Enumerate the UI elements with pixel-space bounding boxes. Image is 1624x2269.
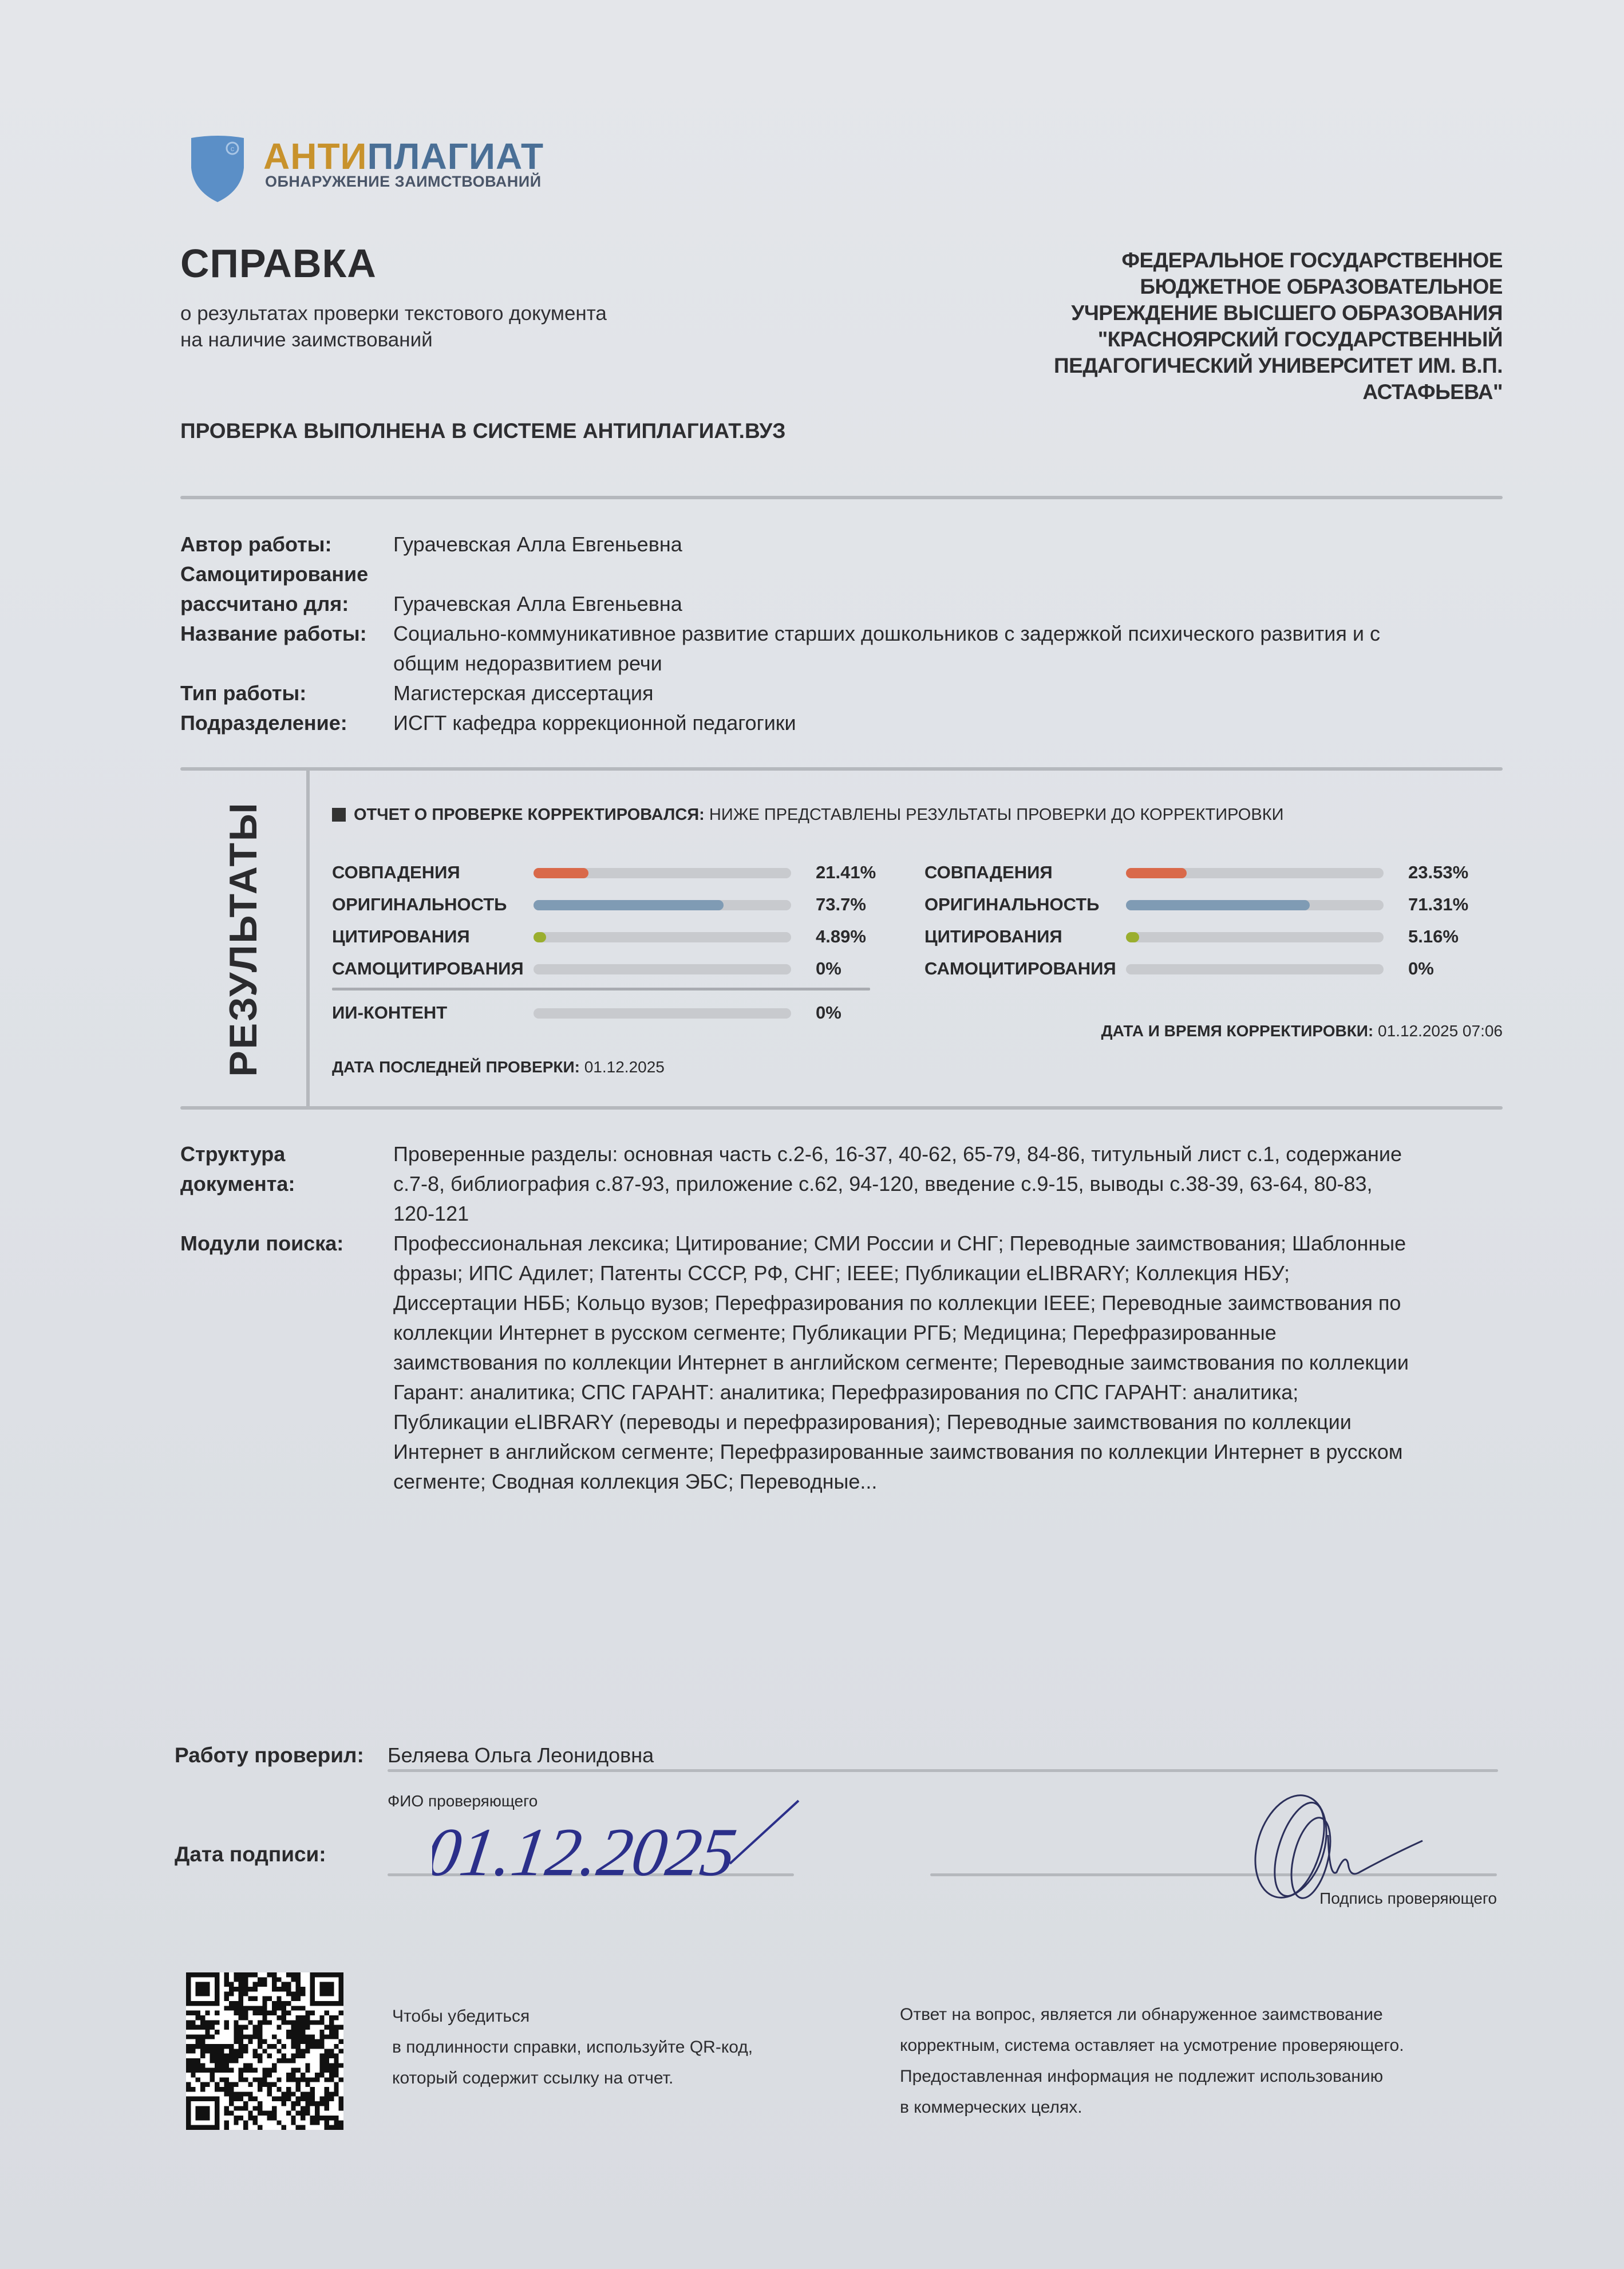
subtitle-line: о результатах проверки текстового документа bbox=[180, 302, 607, 325]
disclaimer-line: корректным, система оставляет на усмотрение проверяющего. bbox=[900, 2036, 1404, 2055]
modules-line: Диссертации НББ; Кольцо вузов; Перефразирования по коллекции IEEE; Переводные заимствования по bbox=[393, 1291, 1401, 1315]
metric-fill bbox=[534, 900, 724, 910]
title-label: Название работы: bbox=[180, 622, 367, 645]
results-section bbox=[180, 770, 1503, 1108]
metric-value: 21.41% bbox=[816, 862, 876, 882]
metric-track bbox=[1126, 868, 1384, 878]
self-citation-label: Самоцитирование bbox=[180, 562, 369, 586]
document-structure bbox=[180, 1139, 1503, 1497]
metric-value: 0% bbox=[816, 1003, 841, 1023]
metric-fill bbox=[534, 932, 546, 942]
document-info bbox=[180, 530, 1503, 738]
modules-line: Профессиональная лексика; Цитирование; СМИ России и СНГ; Переводные заимствования; Шаблонные bbox=[393, 1232, 1406, 1255]
handwritten-date bbox=[432, 1795, 810, 1887]
info-row-department bbox=[180, 708, 1503, 738]
modules-line: Публикации eLIBRARY (переводы и перефразирования); Переводные заимствования по коллекции bbox=[393, 1410, 1352, 1434]
modules-value bbox=[393, 1229, 1503, 1497]
title-line: общим недоразвитием речи bbox=[393, 652, 662, 675]
info-row-author bbox=[180, 530, 1503, 559]
logo-subtitle: ОБНАРУЖЕНИЕ ЗАИМСТВОВАНИЙ bbox=[265, 173, 542, 190]
metric-label: ОРИГИНАЛЬНОСТЬ bbox=[924, 894, 1100, 914]
info-row-title bbox=[180, 619, 1503, 678]
square-bullet-icon bbox=[332, 808, 346, 822]
qr-line: в подлинности справки, используйте QR-код, bbox=[392, 2038, 753, 2057]
metric-row bbox=[924, 859, 1474, 889]
fio-caption: ФИО проверяющего bbox=[388, 1792, 538, 1810]
modules-line: Гарант: аналитика; СПС ГАРАНТ: аналитика; Перефразирования по СПС ГАРАНТ: аналитика; bbox=[393, 1380, 1299, 1404]
department-label: Подразделение: bbox=[180, 711, 347, 735]
results-side-label bbox=[180, 770, 306, 1108]
metric-value: 73.7% bbox=[816, 894, 866, 914]
metric-value: 5.16% bbox=[1408, 926, 1459, 946]
type-label: Тип работы: bbox=[180, 681, 307, 705]
metric-row bbox=[924, 891, 1474, 921]
divider bbox=[180, 496, 1503, 499]
info-row-self-citation bbox=[180, 559, 1503, 589]
title-line: Социально-коммуникативное развитие старших дошкольников с задержкой психического развития и с bbox=[393, 622, 1380, 645]
notice-text: НИЖЕ ПРЕДСТАВЛЕНЫ РЕЗУЛЬТАТЫ ПРОВЕРКИ ДО КОРРЕКТИРОВКИ bbox=[709, 806, 1284, 824]
logo-title-part1: АНТИ bbox=[263, 136, 368, 177]
signature-image bbox=[1242, 1792, 1483, 1901]
logo-shield-icon bbox=[189, 135, 246, 203]
metric-row bbox=[924, 955, 1474, 985]
structure-line: с.7-8, библиография с.87-93, приложение с.62, 94-120, введение с.9-15, выводы с.38-39, 63-64, 80-83, bbox=[393, 1172, 1373, 1195]
correction-date-label: ДАТА И ВРЕМЯ КОРРЕКТИРОВКИ: bbox=[1101, 1022, 1374, 1040]
info-row-type bbox=[180, 678, 1503, 708]
disclaimer-line: Предоставленная информация не подлежит использованию bbox=[900, 2067, 1384, 2086]
logo-title-part2: ПЛАГИАТ bbox=[367, 136, 544, 177]
author-label: Автор работы: bbox=[180, 532, 332, 556]
info-row-self-citation-for bbox=[180, 589, 1503, 619]
subtitle-line: на наличие заимствований bbox=[180, 329, 433, 351]
metric-ai-content bbox=[332, 999, 882, 1029]
results-bottom-border bbox=[180, 1106, 1503, 1110]
qr-line: который содержит ссылку на отчет. bbox=[392, 2069, 674, 2088]
handwritten-date-text: 01.12.2025 bbox=[432, 1814, 741, 1887]
org-line: УЧРЕЖДЕНИЕ ВЫСШЕГО ОБРАЗОВАНИЯ bbox=[1071, 301, 1503, 325]
svg-text:c: c bbox=[230, 144, 235, 153]
correction-date-value: 01.12.2025 07:06 bbox=[1378, 1022, 1503, 1040]
checked-by-value: Беляева Ольга Леонидовна bbox=[388, 1743, 654, 1767]
department-value: ИСГТ кафедра коррекционной педагогики bbox=[393, 711, 796, 735]
modules-line: Интернет в английском сегменте; Перефразированные заимствования по коллекции Интернет в русском bbox=[393, 1440, 1403, 1463]
metric-track bbox=[1126, 900, 1384, 910]
metric-label: ОРИГИНАЛЬНОСТЬ bbox=[332, 894, 507, 914]
metric-fill bbox=[1126, 868, 1187, 878]
last-check-date bbox=[332, 1058, 665, 1076]
correction-notice bbox=[332, 806, 1283, 824]
logo-title bbox=[263, 136, 544, 176]
qr-instructions bbox=[392, 2001, 753, 2094]
metric-row bbox=[332, 891, 882, 921]
page-title: СПРАВКА bbox=[180, 241, 377, 286]
metric-value: 0% bbox=[816, 958, 841, 978]
results-divider bbox=[306, 770, 310, 1108]
metric-label: САМОЦИТИРОВАНИЯ bbox=[332, 958, 524, 978]
metric-row bbox=[332, 955, 882, 985]
modules-row bbox=[180, 1229, 1503, 1497]
notice-bold: ОТЧЕТ О ПРОВЕРКЕ КОРРЕКТИРОВАЛСЯ: bbox=[354, 806, 705, 824]
last-check-label: ДАТА ПОСЛЕДНЕЙ ПРОВЕРКИ: bbox=[332, 1058, 580, 1076]
structure-value bbox=[393, 1139, 1503, 1229]
metric-row bbox=[332, 923, 882, 953]
disclaimer-line: Ответ на вопрос, является ли обнаруженное заимствование bbox=[900, 2005, 1383, 2024]
qr-line: Чтобы убедиться bbox=[392, 2007, 530, 2026]
metric-label: ЦИТИРОВАНИЯ bbox=[332, 926, 470, 946]
modules-line: фразы; ИПС Адилет; Патенты СССР, РФ, СНГ; IEEE; Публикации eLIBRARY; Коллекция НБУ; bbox=[393, 1261, 1290, 1285]
page-subtitle bbox=[180, 301, 607, 353]
metric-track bbox=[534, 932, 791, 942]
correction-date bbox=[1101, 1022, 1503, 1040]
structure-row bbox=[180, 1139, 1503, 1229]
modules-line: коллекции Интернет в русском сегменте; Публикации РГБ; Медицина; Перефразированные bbox=[393, 1321, 1277, 1344]
sign-date-label: Дата подписи: bbox=[175, 1842, 326, 1866]
structure-label-1: Структура bbox=[180, 1142, 286, 1166]
results-title: РЕЗУЛЬТАТЫ bbox=[222, 801, 265, 1077]
title-value bbox=[393, 619, 1503, 678]
metric-value: 0% bbox=[1408, 958, 1434, 978]
metric-track bbox=[534, 1008, 791, 1019]
structure-line: Проверенные разделы: основная часть с.2-6, 16-37, 40-62, 65-79, 84-86, титульный лист с.1, содержание bbox=[393, 1142, 1402, 1166]
org-line: ФЕДЕРАЛЬНОЕ ГОСУДАРСТВЕННОЕ bbox=[1121, 248, 1503, 272]
metric-fill bbox=[1126, 932, 1139, 942]
modules-line: заимствования по коллекции Интернет в английском сегменте; Переводные заимствования по коллекции bbox=[393, 1351, 1409, 1374]
structure-line: 120-121 bbox=[393, 1202, 469, 1225]
org-line: "КРАСНОЯРСКИЙ ГОСУДАРСТВЕННЫЙ bbox=[1097, 327, 1503, 351]
disclaimer-line: в коммерческих целях. bbox=[900, 2098, 1082, 2117]
signature-caption: Подпись проверяющего bbox=[1319, 1889, 1497, 1907]
self-citation-value: Гурачевская Алла Евгеньевна bbox=[393, 592, 682, 615]
checked-by-label: Работу проверил: bbox=[175, 1743, 364, 1767]
qr-code[interactable] bbox=[186, 1972, 343, 2130]
org-line: ПЕДАГОГИЧЕСКИЙ УНИВЕРСИТЕТ ИМ. В.П. bbox=[1054, 354, 1503, 377]
org-line: АСТАФЬЕВА" bbox=[1362, 380, 1503, 404]
organization-name bbox=[930, 247, 1503, 405]
metric-fill bbox=[534, 868, 588, 878]
metric-fill bbox=[1126, 900, 1310, 910]
metric-track bbox=[534, 900, 791, 910]
metric-track bbox=[1126, 964, 1384, 974]
self-citation-label-2: рассчитано для: bbox=[180, 592, 349, 615]
disclaimer bbox=[900, 1999, 1404, 2123]
structure-label-2: документа: bbox=[180, 1172, 295, 1195]
org-line: БЮДЖЕТНОЕ ОБРАЗОВАТЕЛЬНОЕ bbox=[1140, 275, 1503, 298]
author-value: Гурачевская Алла Евгеньевна bbox=[393, 532, 682, 556]
metric-row bbox=[332, 859, 882, 889]
metrics-separator bbox=[332, 988, 870, 991]
system-note: ПРОВЕРКА ВЫПОЛНЕНА В СИСТЕМЕ АНТИПЛАГИАТ.ВУЗ bbox=[180, 419, 786, 443]
last-check-value: 01.12.2025 bbox=[584, 1058, 665, 1076]
checked-by-line bbox=[388, 1769, 1498, 1772]
modules-line: сегменте; Сводная коллекция ЭБС; Переводные... bbox=[393, 1470, 878, 1493]
metric-label: ИИ-КОНТЕНТ bbox=[332, 1003, 448, 1023]
metric-value: 4.89% bbox=[816, 926, 866, 946]
type-value: Магистерская диссертация bbox=[393, 681, 654, 705]
metric-label: СОВПАДЕНИЯ bbox=[924, 862, 1053, 882]
metric-row bbox=[924, 923, 1474, 953]
metric-label: СОВПАДЕНИЯ bbox=[332, 862, 460, 882]
metric-label: САМОЦИТИРОВАНИЯ bbox=[924, 958, 1116, 978]
structure-label bbox=[180, 1139, 393, 1229]
modules-label: Модули поиска: bbox=[180, 1232, 344, 1255]
metric-track bbox=[534, 868, 791, 878]
metric-track bbox=[534, 964, 791, 974]
metric-track bbox=[1126, 932, 1384, 942]
metric-value: 71.31% bbox=[1408, 894, 1469, 914]
metric-value: 23.53% bbox=[1408, 862, 1469, 882]
metric-label: ЦИТИРОВАНИЯ bbox=[924, 926, 1062, 946]
